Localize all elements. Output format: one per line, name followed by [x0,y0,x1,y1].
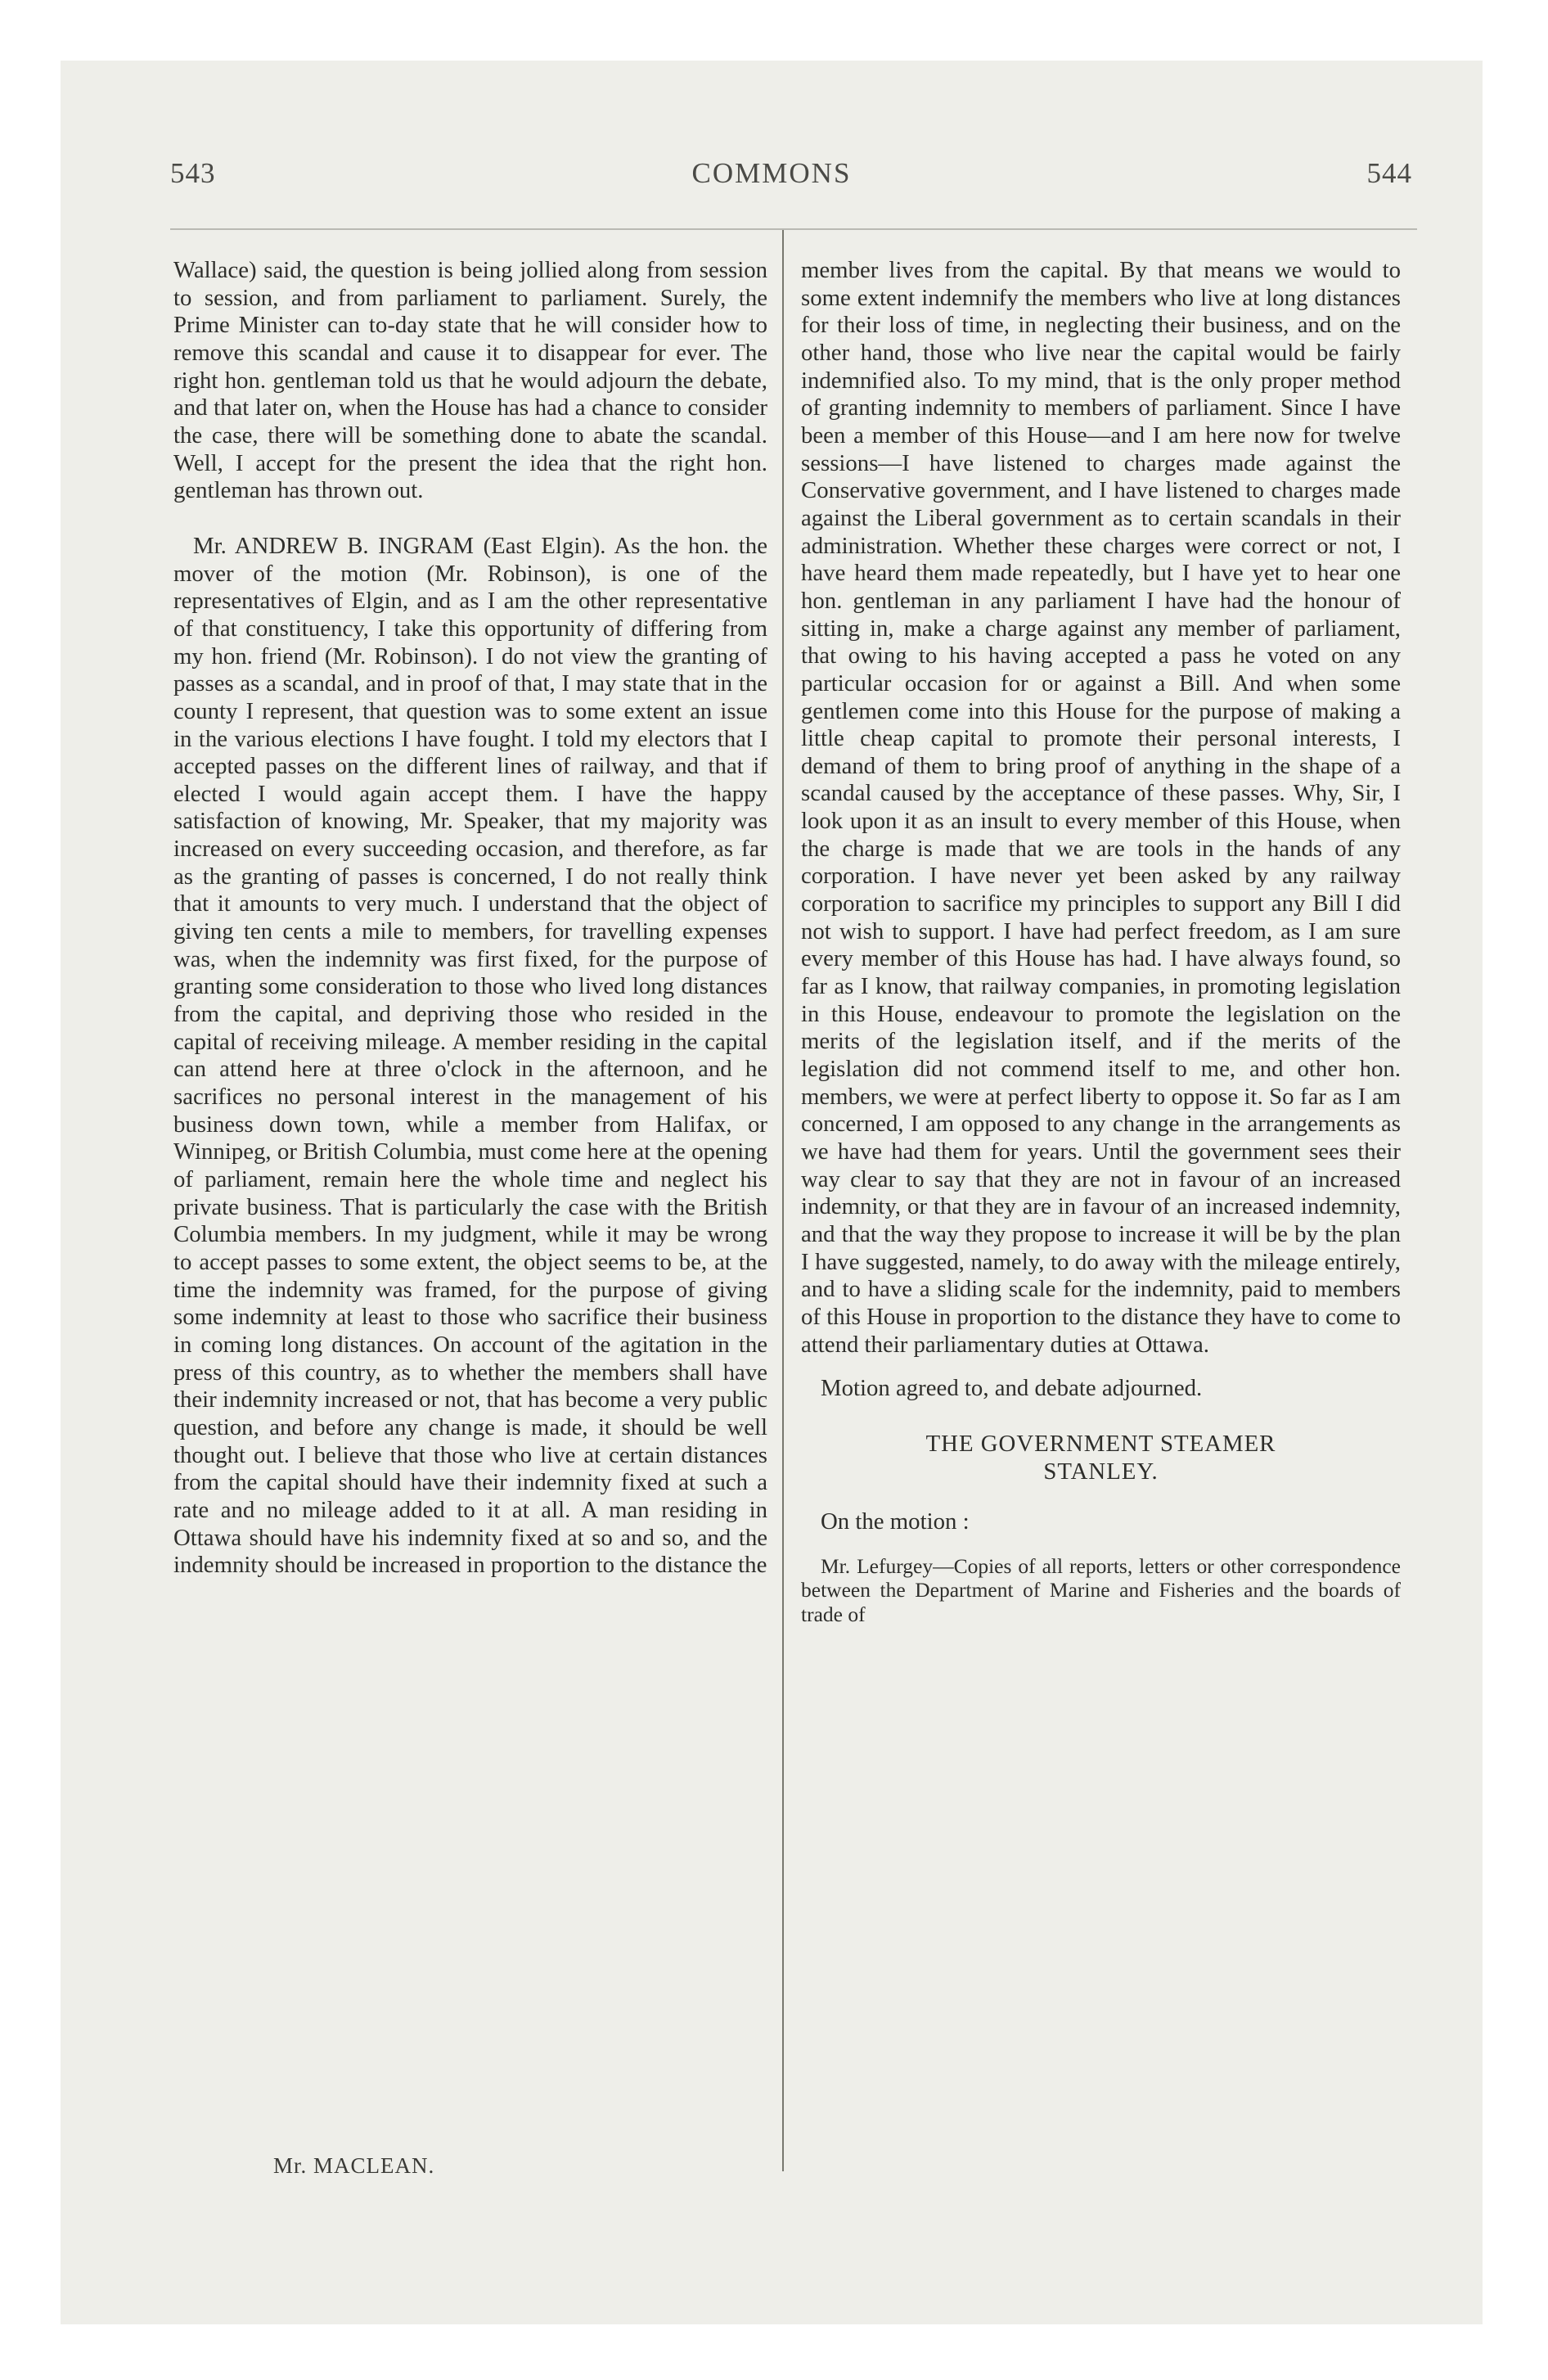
column-divider [782,230,784,2171]
running-head-title: COMMONS [691,157,852,189]
page-number-left: 543 [170,157,216,189]
section-title [801,1431,1401,1485]
scanned-page [61,61,1483,2324]
page-number-right: 544 [1366,157,1412,189]
header-rule [170,228,1417,230]
right-paragraph-1: member lives from the capital. By that means we would to some extent indemnify the members who live at long distances for their loss of time, in neglecting their business, and on the other hand, those who live near the capital would be fairly indemnified also. To my mind, that is the only proper method of granting indemnity to members of parliament. Since I have been a member of this House—and I am here now for twelve sessions—I have listened to charges made against the Conservative government, and I have listened to charges made against the Liberal government as to certain scandals in their administration. Whether these charges were correct or not, I have heard them made repeatedly, but I have yet to hear one hon. gentleman in any parliament I have had the honour of sitting in, make a charge against any member of parliament, that owing to his having accepted a pass he voted on any particular occasion for or against a Bill. And when some gentlemen come into this House for the purpose of making a little cheap capital to promote their personal interests, I demand of them to bring proof of anything in the shape of a scandal caused by the acceptance of these passes. Why, Sir, I look upon it as an insult to every member of this House, when the charge is made that we are tools in the hands of any corporation. I have never yet been asked by any railway corporation to sacrifice my principles to support any Bill I did not wish to support. I have had perfect freedom, as I am sure every member of this House has had. I have always found, so far as I know, that railway companies, in promoting legislation in this House, endeavour to promote the legislation on the merits of the legislation itself, and if the merits of the legislation did not commend itself to me, and other hon. members, we were at perfect liberty to oppose it. So far as I am concerned, I am opposed to any change in the arrangements as we have had them for years. Until the government sees their way clear to say that they are not in favour of an increased indemnity, or that they are in favour of an increased indemnity, and that the way they propose to increase it will be by the plan I have suggested, namely, to do away with the mileage entirely, and to have a sliding scale for the indemnity, paid to members of this House in proportion to the distance they have to come to attend their parliamentary duties at Ottawa. [801,257,1401,1358]
right-paragraph-4: Mr. Lefurgey—Copies of all reports, letters or other correspondence between the Department of Marine and Fisheries and the boards of trade of [801,1553,1401,1626]
page-header [61,157,1483,206]
right-column [801,257,1401,1626]
section-title-line-2: STANLEY. [1043,1458,1159,1485]
left-paragraph-1: Wallace) said, the question is being jollied along from session to session, and from parliament to parliament. Surely, the Prime Minister can to-day state that he will consider how to remove this scandal and cause it to disappear for ever. The right hon. gentleman told us that he would adjourn the debate, and that later on, when the House has had a chance to consider the case, there will be something done to abate the scandal. Well, I accept for the present the idea that the right hon. gentleman has thrown out. [173,257,767,504]
left-paragraph-2: Mr. ANDREW B. INGRAM (East Elgin). As the hon. the mover of the motion (Mr. Robinson), is one of the representatives of Elgin, and as I am the other representative of that constituency, I take this opportunity of differing from my hon. friend (Mr. Robinson). I do not view the granting of passes as a scandal, and in proof of that, I may state that in the county I represent, that question was to some extent an issue in the various elections I have fought. I told my electors that I accepted passes on the different lines of railway, and that if elected I would again accept them. I have the happy satisfaction of knowing, Mr. Speaker, that my majority was increased on every succeeding occasion, and therefore, as far as the granting of passes is concerned, I do not really think that it amounts to very much. I understand that the object of giving ten cents a mile to members, for travelling expenses was, when the indemnity was first fixed, for the purpose of granting some consideration to those who lived long distances from the capital, and depriving those who resided in the capital of receiving mileage. A member residing in the capital can attend here at three o'clock in the afternoon, and he sacrifices no personal interest in the management of his business down town, while a member from Halifax, or Winnipeg, or British Columbia, must come here at the opening of parliament, remain here the whole time and neglect his private business. That is particularly the case with the British Columbia members. In my judgment, while it may be wrong to accept passes to some extent, the object seems to be, at the time the indemnity was framed, for the purpose of giving some indemnity at least to those who sacrifice their business in coming long distances. On account of the agitation in the press of this country, as to whether the members shall have their indemnity increased or not, that has become a very public question, and before any change is made, it should be well thought out. I believe that those who live at certain distances from the capital should have their indemnity fixed at such a rate and no mileage added to it at all. A man residing in Ottawa should have his indemnity fixed at so and so, and the indemnity should be increased in proportion to the distance the [173,532,767,1579]
left-column [173,257,767,1580]
right-paragraph-2: Motion agreed to, and debate adjourned. [821,1375,1203,1402]
running-foot: Mr. MACLEAN. [273,2153,435,2178]
right-paragraph-3: On the motion : [821,1508,970,1535]
section-title-line-1: THE GOVERNMENT STEAMER [925,1430,1276,1457]
